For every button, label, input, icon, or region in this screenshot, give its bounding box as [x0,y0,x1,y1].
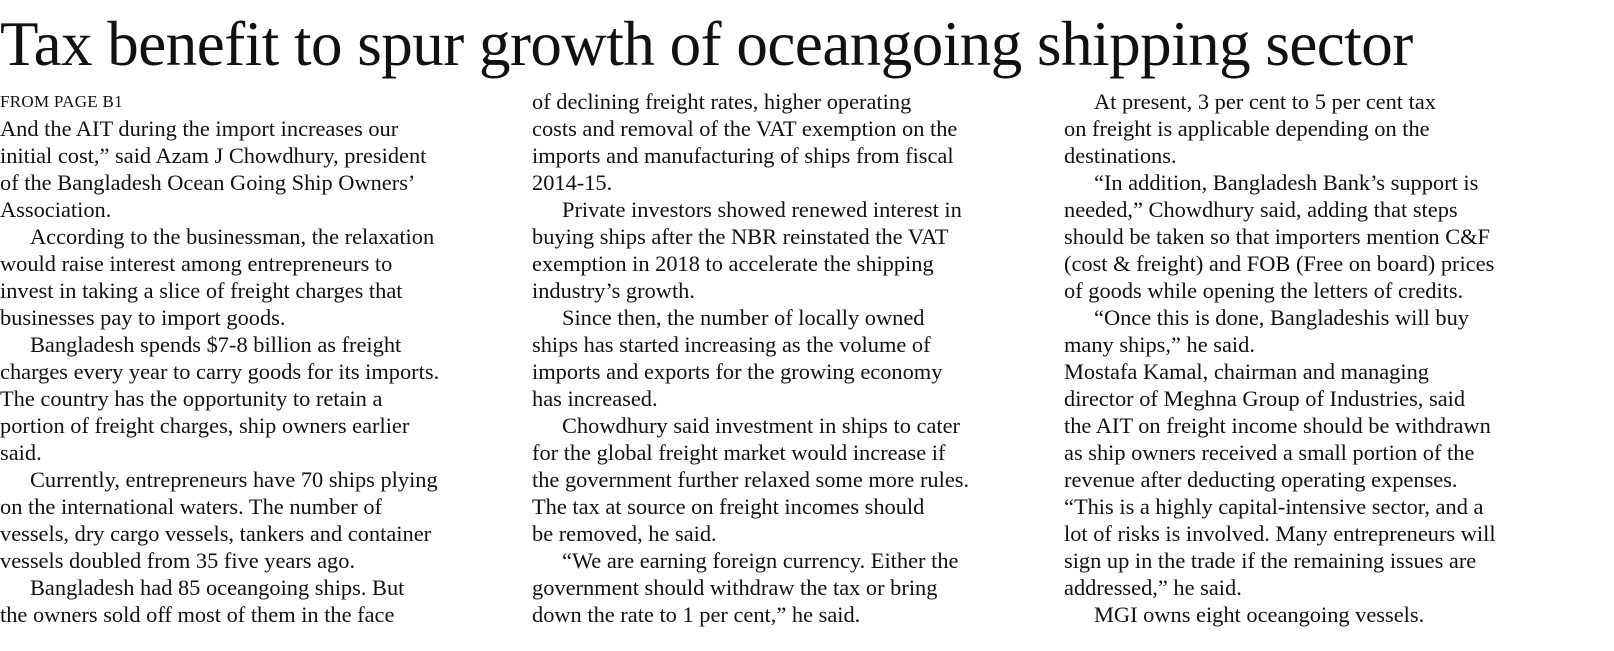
paragraph: of declining freight rates, higher operating costs and removal of the VAT exemption on the imports and manufacturing of ships from fiscal 2014-15. [532,89,958,195]
paragraph: Since then, the number of locally owned ships has started increasing as the volume of imports and exports for the growing economy has increased. [532,305,943,411]
paragraph: Bangladesh had 85 oceangoing ships. But the owners sold off most of them in the face [0,575,405,627]
article-column-1 [0,88,504,628]
paragraph: “This is a highly capital-intensive sector, and a lot of risks is involved. Many entrepreneurs will sign up in the trade if the remaining issues are addressed,” he said. [1064,494,1496,600]
paragraph: “In addition, Bangladesh Bank’s support is needed,” Chowdhury said, adding that steps should be taken so that importers mention C&F (cost & freight) and FOB (Free on board) prices of goods while opening the letters of credits. [1064,170,1495,303]
paragraph: Mostafa Kamal, chairman and managing director of Meghna Group of Industries, said the AIT on freight income should be withdrawn as ship owners received a small portion of the revenue after deducting operating expenses. [1064,359,1491,492]
article-headline: Tax benefit to spur growth of oceangoing shipping sector [0,9,1413,79]
paragraph: The tax at source on freight incomes should be removed, he said. [532,494,925,546]
paragraph: At present, 3 per cent to 5 per cent tax on freight is applicable depending on the destinations. [1064,89,1436,168]
paragraph: “We are earning foreign currency. Either the government should withdraw the tax or bring down the rate to 1 per cent,” he said. [532,548,959,627]
paragraph: Bangladesh spends $7-8 billion as freight charges every year to carry goods for its imports. The country has the opportunity to retain a portion of freight charges, ship owners earlier said. [0,332,440,465]
article-column-3 [1064,88,1568,628]
paragraph: Chowdhury said investment in ships to cater for the global freight market would increase if the government further relaxed some more rules. [532,413,970,492]
paragraph: “Once this is done, Bangladeshis will buy many ships,” he said. [1064,305,1469,357]
paragraph: MGI owns eight oceangoing vessels. [1094,602,1425,627]
paragraph: Currently, entrepreneurs have 70 ships plying on the international waters. The number of vessels, dry cargo vessels, tankers and container vessels doubled from 35 five years ago. [0,467,438,573]
paragraph: According to the businessman, the relaxation would raise interest among entrepreneurs to invest in taking a slice of freight charges that businesses pay to import goods. [0,224,435,330]
article-column-2 [532,88,1036,628]
paragraph: Private investors showed renewed interest in buying ships after the NBR reinstated the VAT exemption in 2018 to accelerate the shipping industry’s growth. [532,197,962,303]
paragraph: And the AIT during the import increases our initial cost,” said Azam J Chowdhury, president of the Bangladesh Ocean Going Ship Owners’ Association. [0,116,427,222]
continued-from-label: FROM PAGE B1 [0,92,123,111]
